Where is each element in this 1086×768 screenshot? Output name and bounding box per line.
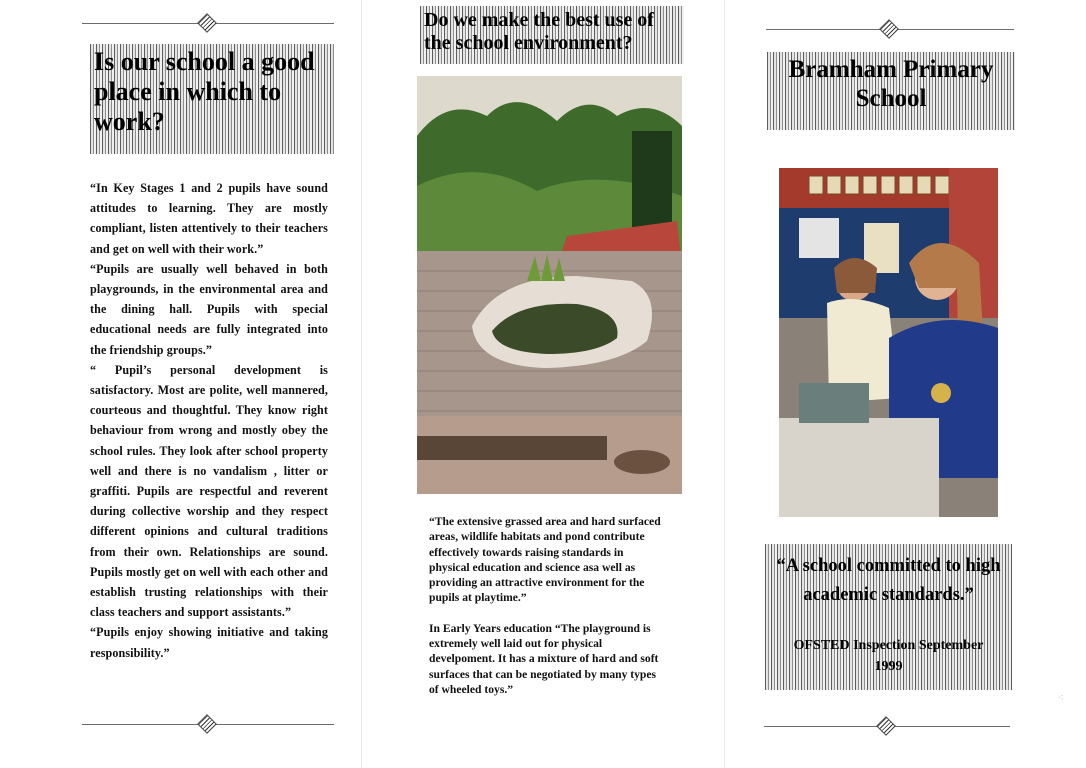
- motto-text: “A school committed to high academic standards.”: [776, 556, 1001, 605]
- ornament-rule-bottom-right: [764, 719, 1010, 733]
- middle-quote-1: “The extensive grassed area and hard surfaced areas, wildlife habitats and pond contribute effectively towards raising standards in physical education and science asa well as providing an attractive environment for the pupils at playtime.”: [429, 515, 661, 605]
- middle-quote-2: In Early Years education “The playground is extremely well laid out for physical develpoment. It has a mixture of hard and soft surfaces that can be negotiated by many types of wheeled toys.”: [429, 621, 659, 696]
- school-name-banner: [767, 52, 1015, 130]
- school-garden-pond-photo: [417, 76, 682, 494]
- motto-banner: [765, 544, 1012, 690]
- middle-panel-body: [429, 514, 665, 697]
- left-panel-body: [90, 178, 328, 663]
- scan-mark: ⁖: [1058, 693, 1064, 704]
- left-panel-heading: [90, 44, 334, 154]
- ornament-rule-top-right: [766, 22, 1014, 36]
- middle-panel-heading: [420, 6, 684, 64]
- fold-line-left: [361, 0, 362, 768]
- left-paragraph: “ Pupil’s personal development is satisfactory. Most are polite, well mannered, courteous and thoughtful. They know right behaviour from wrong and mostly obey the school rules. They look after school property well and there is no vandalism , litter or graffiti. Pupils are respectful and reverent during collective worship and they respect different opinions and cultural traditions from their own. Relationships are sound. Pupils mostly get on well with each other and establish trusting relationships with their class teachers and support assistants.”: [90, 362, 328, 620]
- left-paragraph: “Pupils are usually well behaved in both playgrounds, in the environmental area and the dining hall. Pupils with special educational needs are fully integrated into the friendship groups.”: [90, 261, 328, 357]
- left-heading-text: Is our school a good place in which to work?: [94, 47, 315, 136]
- left-paragraph: “Pupils enjoy showing initiative and taking responsibility.”: [90, 625, 328, 660]
- classroom-pupils-photo: [779, 168, 998, 517]
- ornament-rule-top-left: [82, 16, 334, 30]
- middle-heading-text: Do we make the best use of the school environment?: [424, 9, 654, 54]
- fold-line-right: [724, 0, 725, 768]
- school-name: Bramham Primary School: [788, 56, 994, 112]
- inspection-text: OFSTED Inspection September 1999: [793, 638, 984, 674]
- left-paragraph: “In Key Stages 1 and 2 pupils have sound attitudes to learning. They are mostly compliant, listen attentively to their teachers and get on well with their work.”: [90, 181, 328, 256]
- ornament-rule-bottom-left: [82, 717, 334, 731]
